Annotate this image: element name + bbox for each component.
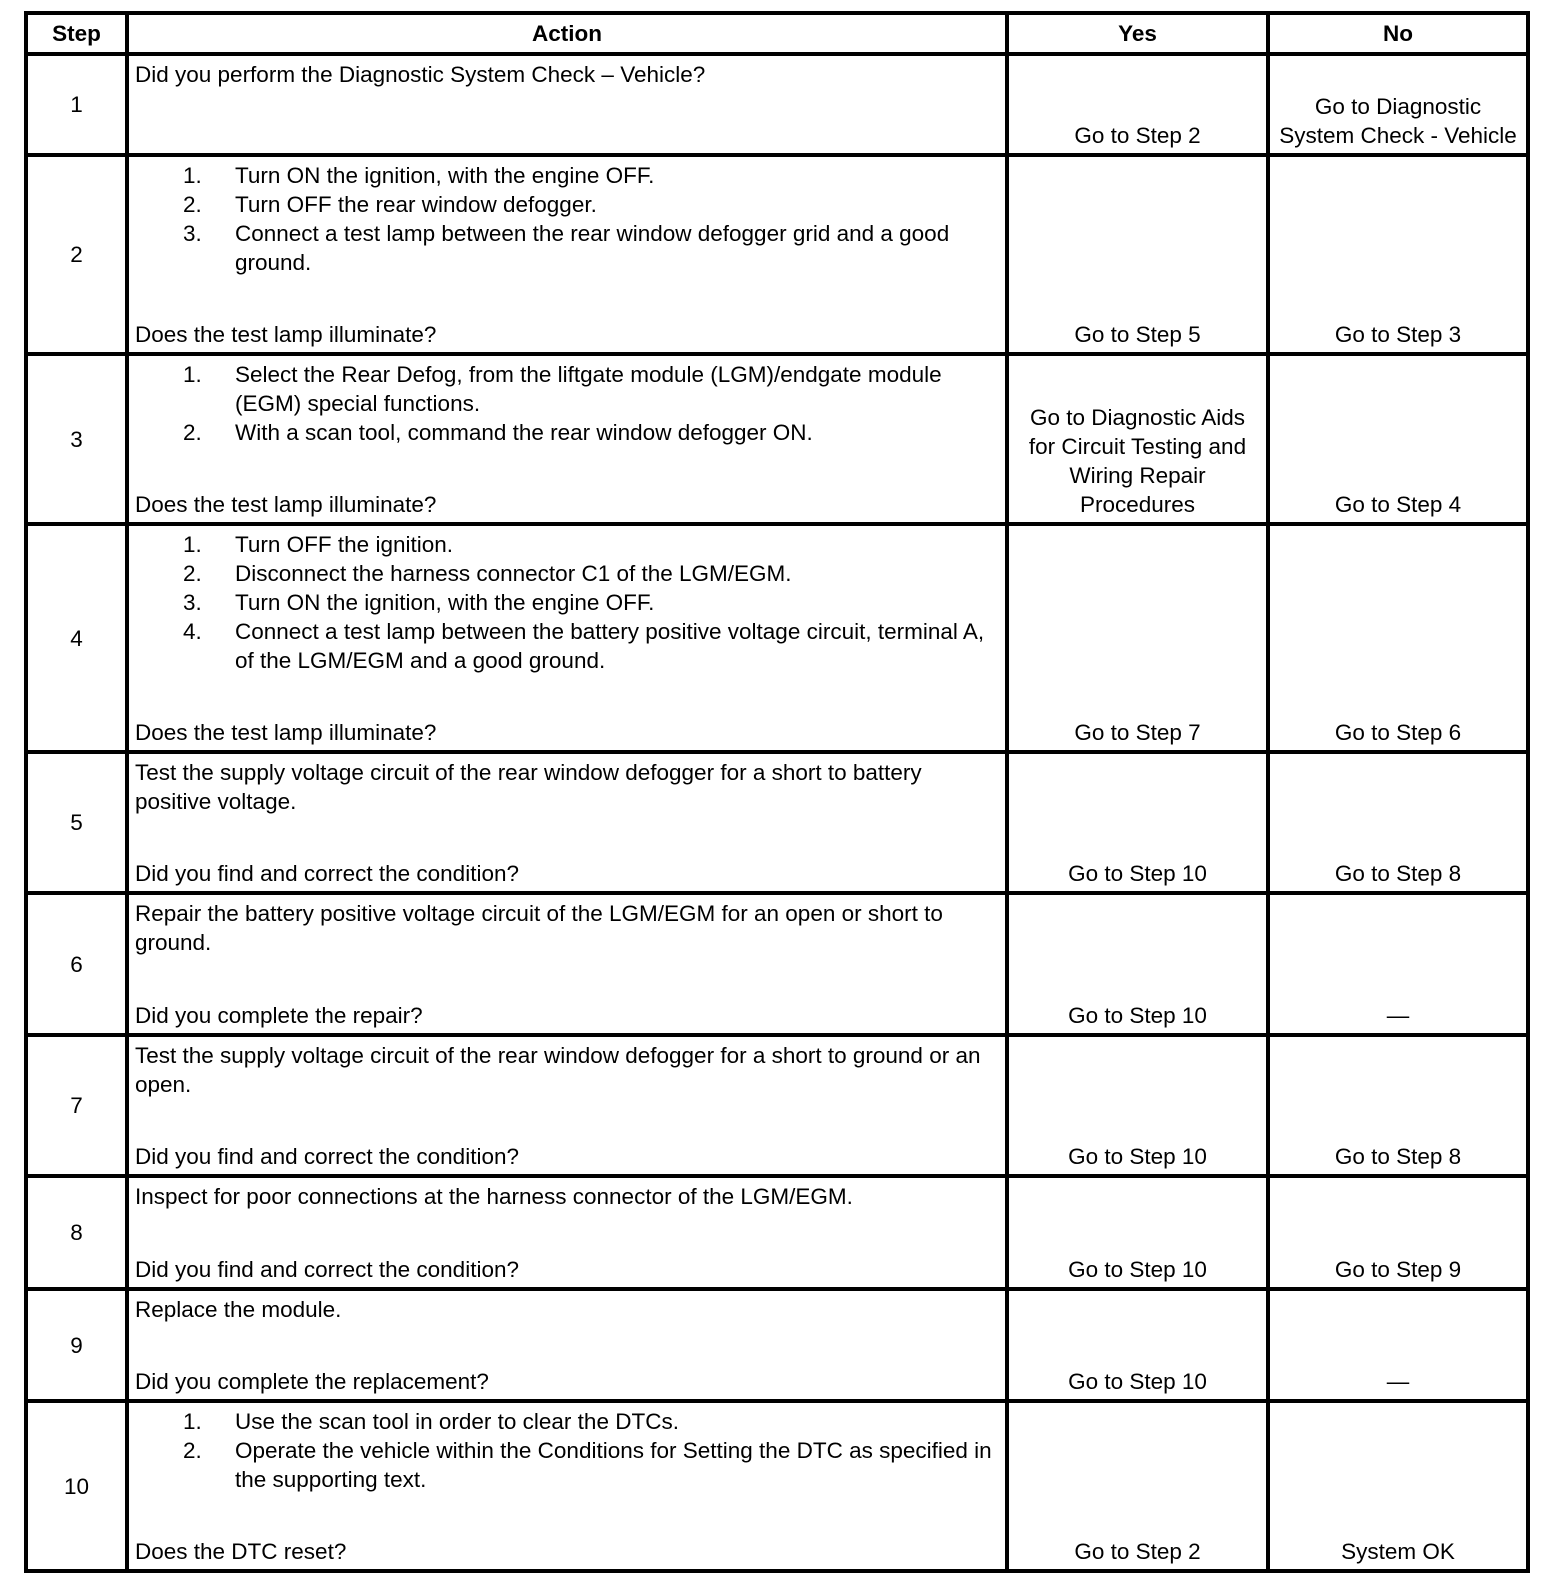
no-result: Go to Diagnostic System Check - Vehicle: [1268, 54, 1528, 155]
substep-number: 3.: [183, 590, 202, 615]
action-cell: [127, 54, 1007, 155]
action-question: Does the test lamp illuminate?: [135, 322, 437, 347]
substep-text: Select the Rear Defog, from the liftgate module (LGM)/endgate module (EGM) special functions.: [235, 362, 942, 416]
substep-item: [183, 190, 999, 219]
action-cell: [127, 752, 1007, 893]
action-question: Did you find and correct the condition?: [135, 1144, 519, 1169]
table-row: [26, 524, 1528, 752]
substep-number: 3.: [183, 221, 202, 246]
action-question: Did you find and correct the condition?: [135, 1257, 519, 1282]
step-number: 10: [26, 1401, 127, 1571]
yes-result: Go to Step 10: [1007, 893, 1268, 1035]
no-result: Go to Step 8: [1268, 752, 1528, 893]
substep-number: 1.: [183, 362, 202, 387]
substep-text: Turn OFF the ignition.: [235, 532, 454, 557]
table-row: [26, 1035, 1528, 1176]
yes-result: Go to Diagnostic Aids for Circuit Testing and Wiring Repair Procedures: [1007, 354, 1268, 524]
substep-number: 1.: [183, 163, 202, 188]
substep-list: [135, 360, 999, 447]
substep-number: 1.: [183, 532, 202, 557]
action-cell: [127, 1289, 1007, 1401]
header-row: [26, 13, 1528, 54]
substep-item: [183, 418, 999, 447]
substep-number: 1.: [183, 1409, 202, 1434]
substep-list: [135, 530, 999, 675]
yes-result: Go to Step 7: [1007, 524, 1268, 752]
action-question: Does the DTC reset?: [135, 1539, 347, 1564]
no-result: —: [1268, 1289, 1528, 1401]
substep-item: [183, 219, 999, 277]
substep-item: [183, 1407, 999, 1436]
header-action: Action: [127, 13, 1007, 54]
substep-number: 2.: [183, 420, 202, 445]
no-result: Go to Step 3: [1268, 155, 1528, 354]
substep-item: [183, 559, 999, 588]
substep-item: [183, 530, 999, 559]
table-row: [26, 1176, 1528, 1289]
table-row: [26, 54, 1528, 155]
action-text: Test the supply voltage circuit of the rear window defogger for a short to ground or an open.: [135, 1043, 981, 1097]
table-row: [26, 1289, 1528, 1401]
action-text: Did you perform the Diagnostic System Check – Vehicle?: [135, 62, 706, 87]
action-cell: [127, 1035, 1007, 1176]
header-step: Step: [26, 13, 127, 54]
action-cell: [127, 354, 1007, 524]
substep-text: Turn ON the ignition, with the engine OFF.: [235, 163, 655, 188]
substep-text: Connect a test lamp between the battery positive voltage circuit, terminal A, of the LGM/EGM and a good ground.: [235, 619, 985, 673]
table-body: [26, 54, 1528, 1571]
step-number: 7: [26, 1035, 127, 1176]
step-number: 1: [26, 54, 127, 155]
no-result: System OK: [1268, 1401, 1528, 1571]
substep-text: Disconnect the harness connector C1 of the LGM/EGM.: [235, 561, 792, 586]
substep-number: 2.: [183, 192, 202, 217]
substep-item: [183, 161, 999, 190]
substep-number: 4.: [183, 619, 202, 644]
no-result: Go to Step 6: [1268, 524, 1528, 752]
no-result: Go to Step 4: [1268, 354, 1528, 524]
yes-result: Go to Step 10: [1007, 1289, 1268, 1401]
no-result: Go to Step 8: [1268, 1035, 1528, 1176]
substep-text: Use the scan tool in order to clear the DTCs.: [235, 1409, 679, 1434]
substep-list: [135, 161, 999, 277]
substep-item: [183, 617, 999, 675]
yes-result: Go to Step 5: [1007, 155, 1268, 354]
action-question: Does the test lamp illuminate?: [135, 492, 437, 517]
substep-text: Connect a test lamp between the rear window defogger grid and a good ground.: [235, 221, 950, 275]
action-question: Did you complete the repair?: [135, 1003, 423, 1028]
substep-item: [183, 1436, 999, 1494]
substep-list: [135, 1407, 999, 1494]
yes-result: Go to Step 10: [1007, 1176, 1268, 1289]
header-no: No: [1268, 13, 1528, 54]
action-text: Replace the module.: [135, 1297, 342, 1322]
action-text: Test the supply voltage circuit of the rear window defogger for a short to battery positive voltage.: [135, 760, 922, 814]
action-text: Repair the battery positive voltage circuit of the LGM/EGM for an open or short to ground.: [135, 901, 943, 955]
no-result: —: [1268, 893, 1528, 1035]
step-number: 9: [26, 1289, 127, 1401]
table-row: [26, 354, 1528, 524]
substep-text: Turn OFF the rear window defogger.: [235, 192, 597, 217]
step-number: 2: [26, 155, 127, 354]
substep-text: With a scan tool, command the rear window defogger ON.: [235, 420, 813, 445]
table-row: [26, 752, 1528, 893]
diagnostic-table: [24, 11, 1530, 1573]
yes-result: Go to Step 10: [1007, 752, 1268, 893]
yes-result: Go to Step 2: [1007, 1401, 1268, 1571]
substep-text: Operate the vehicle within the Conditions for Setting the DTC as specified in the supporting text.: [235, 1438, 992, 1492]
substep-item: [183, 360, 999, 418]
header-yes: Yes: [1007, 13, 1268, 54]
yes-result: Go to Step 2: [1007, 54, 1268, 155]
step-number: 3: [26, 354, 127, 524]
substep-number: 2.: [183, 561, 202, 586]
table-row: [26, 155, 1528, 354]
substep-number: 2.: [183, 1438, 202, 1463]
action-text: Inspect for poor connections at the harness connector of the LGM/EGM.: [135, 1184, 853, 1209]
action-cell: [127, 155, 1007, 354]
substep-text: Turn ON the ignition, with the engine OFF.: [235, 590, 655, 615]
step-number: 5: [26, 752, 127, 893]
substep-item: [183, 588, 999, 617]
action-question: Does the test lamp illuminate?: [135, 720, 437, 745]
no-result: Go to Step 9: [1268, 1176, 1528, 1289]
action-cell: [127, 524, 1007, 752]
step-number: 6: [26, 893, 127, 1035]
step-number: 4: [26, 524, 127, 752]
table-row: [26, 893, 1528, 1035]
action-question: Did you complete the replacement?: [135, 1369, 489, 1394]
action-question: Did you find and correct the condition?: [135, 861, 519, 886]
yes-result: Go to Step 10: [1007, 1035, 1268, 1176]
action-cell: [127, 1176, 1007, 1289]
step-number: 8: [26, 1176, 127, 1289]
action-cell: [127, 893, 1007, 1035]
